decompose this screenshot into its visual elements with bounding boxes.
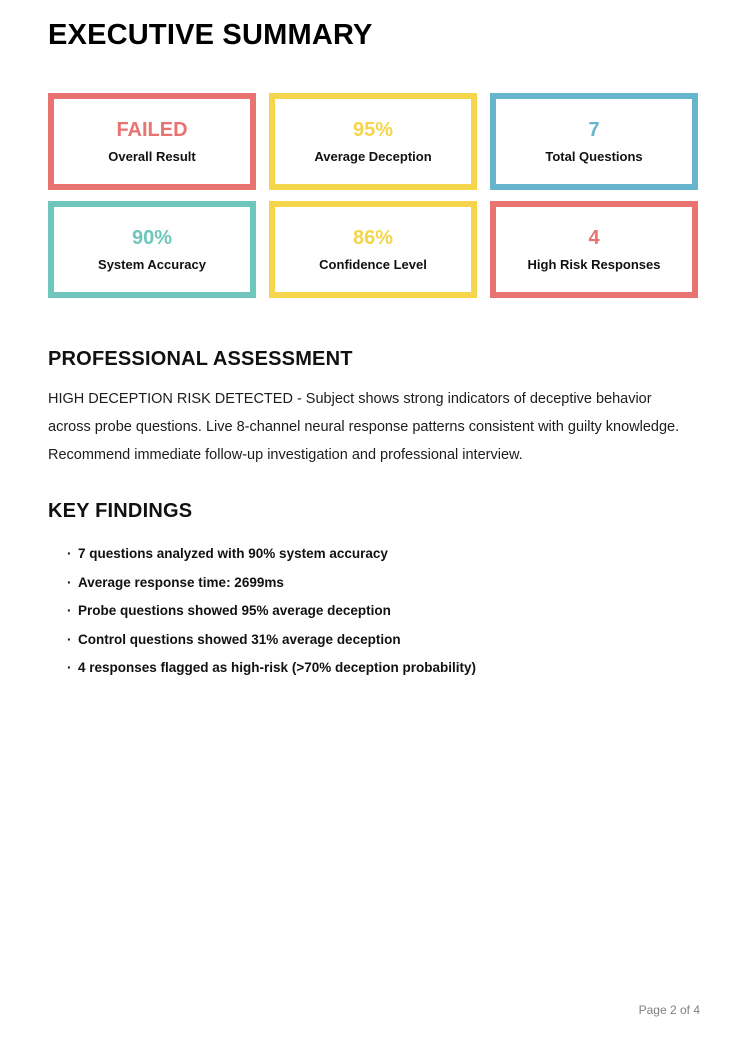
key-finding-item: · 7 questions analyzed with 90% system accuracy xyxy=(67,547,698,561)
metric-value: 4 xyxy=(588,227,600,249)
page-number: Page 2 of 4 xyxy=(638,1003,700,1017)
metric-card xyxy=(490,93,698,190)
metric-card xyxy=(48,201,256,298)
metric-card xyxy=(490,201,698,298)
metric-label: High Risk Responses xyxy=(527,257,661,272)
key-findings-list xyxy=(48,547,698,675)
metric-value: 90% xyxy=(131,227,173,249)
metric-value: 95% xyxy=(352,119,394,141)
key-findings-heading: KEY FINDINGS xyxy=(48,500,193,522)
page-title: EXECUTIVE SUMMARY xyxy=(48,19,373,51)
key-finding-item: · Control questions showed 31% average deception xyxy=(67,633,698,647)
metric-value: FAILED xyxy=(116,119,188,141)
professional-assessment-heading: PROFESSIONAL ASSESSMENT xyxy=(48,348,353,370)
key-finding-item: · Probe questions showed 95% average deception xyxy=(67,604,698,618)
metric-card xyxy=(269,201,477,298)
metric-value: 86% xyxy=(352,227,394,249)
metric-label: Average Deception xyxy=(314,149,432,164)
summary-cards xyxy=(48,93,698,298)
key-finding-item: · Average response time: 2699ms xyxy=(67,576,698,590)
metric-value: 7 xyxy=(588,119,600,141)
metric-label: Confidence Level xyxy=(319,257,427,272)
metric-card xyxy=(269,93,477,190)
metric-label: Overall Result xyxy=(108,149,196,164)
key-finding-item: · 4 responses flagged as high-risk (>70% deception probability) xyxy=(67,661,698,675)
metric-card xyxy=(48,93,256,190)
metric-label: Total Questions xyxy=(545,149,643,164)
metric-label: System Accuracy xyxy=(98,257,206,272)
professional-assessment-body: HIGH DECEPTION RISK DETECTED - Subject shows strong indicators of deceptive behavior across probe questions. Live 8-channel neural response patterns consistent with guilty knowledge. Recommend immediate follow-up investigation and professional interview. xyxy=(48,391,680,463)
